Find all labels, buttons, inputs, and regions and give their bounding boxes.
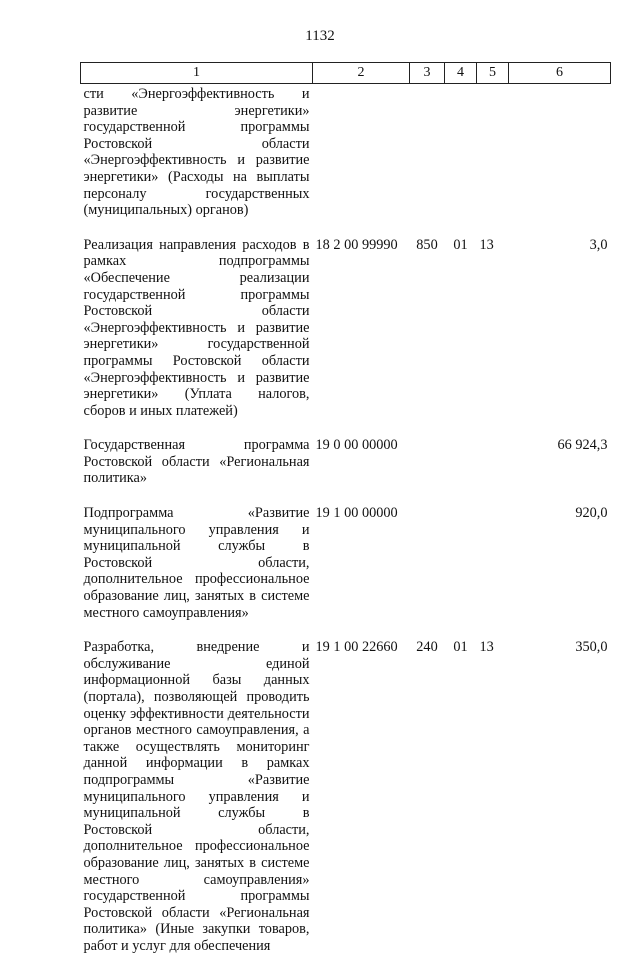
row-col-3: 240 xyxy=(416,639,438,656)
row-col-3 xyxy=(410,84,445,219)
row-name: Разработка, внедрение и обслуживание единой информационной базы данных (портала), позволяющей проводить оценку эффективности деятельности органов местного самоуправления, а также осуществлять мониторинг данной информации в рамках подпрограммы «Развитие муниципального управления и муниципальной службы в Ростовской области, дополнительное профессиональное образование лиц, занятых в системе местного самоуправления» государственной программы Ростовской области «Региональная политика» (Иные закупки товаров, работ и услуг для обеспечения xyxy=(83,639,310,954)
table-row xyxy=(81,219,611,420)
row-col-5 xyxy=(477,419,509,487)
row-code: 19 0 00 00000 xyxy=(315,437,398,454)
row-code: 18 2 00 99990 xyxy=(315,236,398,253)
row-col-5 xyxy=(477,487,509,621)
table-row xyxy=(81,487,611,621)
header-col-3: 3 xyxy=(410,63,445,84)
row-col-3: 850 xyxy=(416,236,438,253)
row-col-5: 13 xyxy=(479,639,494,656)
header-col-2: 2 xyxy=(313,63,410,84)
row-col-4 xyxy=(445,419,477,487)
row-name: Реализация направления расходов в рамках подпрограммы «Обеспечение реализации государственной программы Ростовской области «Энергоэффективность и развитие энергетики» государственной программы Ростовской области «Энергоэффективность и развитие энергетики» (Уплата налогов, сборов и иных платежей) xyxy=(83,236,310,419)
row-amount: 350,0 xyxy=(575,639,608,656)
row-col-3 xyxy=(410,487,445,621)
row-col-3 xyxy=(410,419,445,487)
header-col-5: 5 xyxy=(477,63,509,84)
row-name: Подпрограмма «Развитие муниципального управления и муниципальной службы в Ростовской области, дополнительное профессиональное образование лиц, занятых в системе местного самоуправления» xyxy=(83,505,310,621)
header-col-6: 6 xyxy=(509,63,611,84)
row-col-4 xyxy=(445,84,477,219)
row-code xyxy=(313,84,410,219)
table-row xyxy=(81,419,611,487)
header-col-1: 1 xyxy=(81,63,313,84)
row-col-5 xyxy=(477,84,509,219)
row-col-4: 01 xyxy=(453,639,468,656)
row-name: сти «Энергоэффективность и развитие энергетики» государственной программы Ростовской области «Энергоэффективность и развитие энергетики» (Расходы на выплаты персоналу государственных (муниципальных) органов) xyxy=(83,86,310,219)
row-col-4: 01 xyxy=(453,236,468,253)
page-number: 1132 xyxy=(305,28,335,44)
header-row xyxy=(81,63,611,84)
row-col-4 xyxy=(445,487,477,621)
row-code: 19 1 00 22660 xyxy=(315,639,398,656)
table-row xyxy=(81,84,611,219)
budget-table xyxy=(80,62,611,955)
row-amount: 66 924,3 xyxy=(557,437,608,454)
header-col-4: 4 xyxy=(445,63,477,84)
row-amount xyxy=(509,84,611,219)
row-name: Государственная программа Ростовской области «Региональная политика» xyxy=(83,437,310,487)
row-code: 19 1 00 00000 xyxy=(315,505,398,522)
row-amount: 3,0 xyxy=(589,236,608,253)
row-col-5: 13 xyxy=(479,236,494,253)
row-amount: 920,0 xyxy=(575,505,608,522)
